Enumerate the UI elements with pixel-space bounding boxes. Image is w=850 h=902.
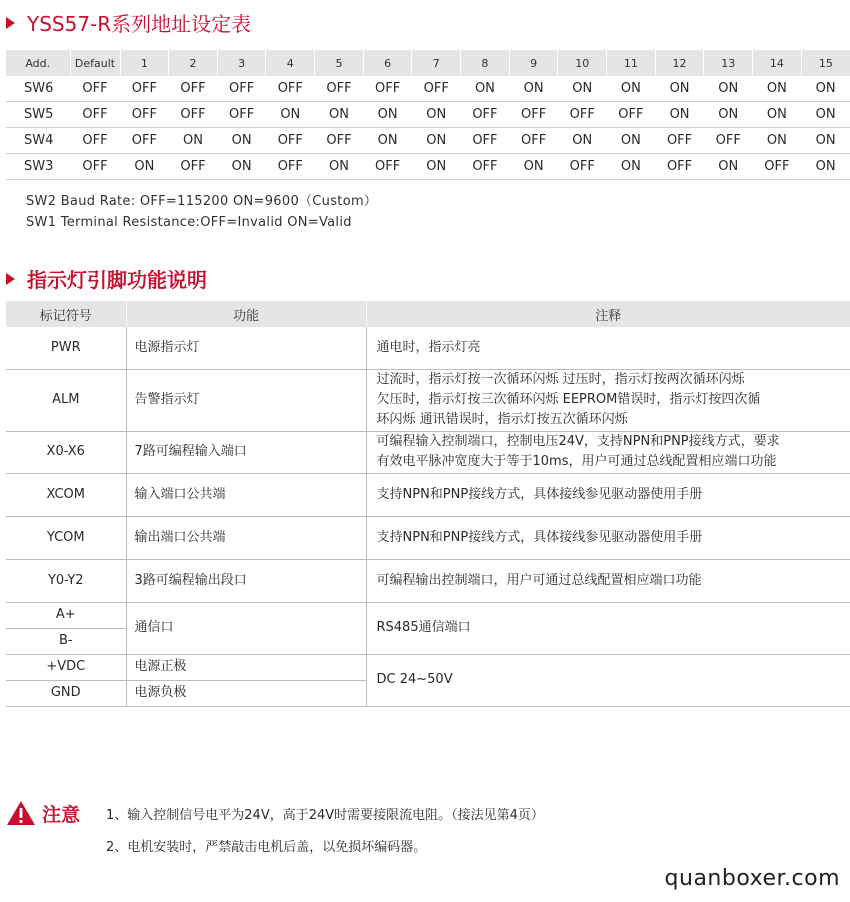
switch-state-cell: ON xyxy=(558,128,607,154)
header-address-3: 3 xyxy=(217,50,266,76)
switch-state-cell: ON xyxy=(801,154,850,180)
section-marker-icon xyxy=(6,273,15,285)
pin-function: 7路可编程输入端口 xyxy=(126,431,366,473)
switch-state-cell: OFF xyxy=(558,154,607,180)
header-address-4: 4 xyxy=(266,50,315,76)
switch-state-cell: OFF xyxy=(607,102,656,128)
pin-symbol: YCOM xyxy=(6,516,126,559)
header-address-13: 13 xyxy=(704,50,753,76)
pin-remarks: 支持NPN和PNP接线方式，具体接线参见驱动器使用手册 xyxy=(366,473,850,516)
pin-function: 输入端口公共端 xyxy=(126,473,366,516)
switch-state-cell: ON xyxy=(509,76,558,102)
switch-state-cell: OFF xyxy=(266,154,315,180)
pin-symbol: Y0-Y2 xyxy=(6,559,126,602)
table-row xyxy=(6,327,850,369)
header-address-8: 8 xyxy=(461,50,510,76)
header-address-5: 5 xyxy=(315,50,364,76)
pin-symbol: X0-X6 xyxy=(6,431,126,473)
switch-state-cell: ON xyxy=(704,154,753,180)
pin-remarks: RS485通信端口 xyxy=(366,602,850,654)
header-address-2: 2 xyxy=(169,50,218,76)
switch-state-cell: ON xyxy=(363,128,412,154)
pin-symbol: A+ xyxy=(6,602,126,628)
pin-symbol: PWR xyxy=(6,327,126,369)
header-address-14: 14 xyxy=(753,50,802,76)
switch-state-cell: ON xyxy=(120,154,169,180)
switch-state-cell: ON xyxy=(655,102,704,128)
switch-label: SW6 xyxy=(6,76,70,102)
table-row xyxy=(6,102,850,128)
switch-state-cell: ON xyxy=(801,102,850,128)
header-address-15: 15 xyxy=(801,50,850,76)
switch-state-cell: ON xyxy=(315,102,364,128)
switch-state-cell: ON xyxy=(363,102,412,128)
switch-state-cell: OFF xyxy=(461,154,510,180)
switch-state-cell: OFF xyxy=(704,128,753,154)
switch-state-cell: ON xyxy=(509,154,558,180)
switch-state-cell: OFF xyxy=(169,76,218,102)
switch-state-cell: ON xyxy=(412,154,461,180)
address-table-title: YSS57-R系列地址设定表 xyxy=(6,8,251,37)
pin-remarks: 过流时，指示灯按一次循环闪烁 过压时，指示灯按两次循环闪烁 欠压时，指示灯按三次循环闪烁 EEPROM错误时，指示灯按四次循 环闪烁 通讯错误时，指示灯按五次循环闪烁 xyxy=(366,369,850,431)
indicator-pin-table xyxy=(6,301,850,707)
pin-symbol: B- xyxy=(6,628,126,654)
switch-label: SW4 xyxy=(6,128,70,154)
switch-state-cell: ON xyxy=(607,128,656,154)
switch-label: SW5 xyxy=(6,102,70,128)
switch-state-cell: ON xyxy=(169,128,218,154)
indicator-table-title: 指示灯引脚功能说明 xyxy=(6,264,207,293)
table-row xyxy=(6,654,850,680)
switch-state-cell: ON xyxy=(753,128,802,154)
warning-triangle-icon xyxy=(6,800,36,826)
table-row xyxy=(6,602,850,628)
switch-state-cell: ON xyxy=(461,76,510,102)
header-remarks: 注释 xyxy=(366,301,850,327)
table-row xyxy=(6,76,850,102)
header-address-1: 1 xyxy=(120,50,169,76)
table-row xyxy=(6,431,850,473)
switch-state-cell: OFF xyxy=(412,76,461,102)
baud-rate-note: SW2 Baud Rate: OFF=115200 ON=9600（Custom） xyxy=(26,194,378,209)
switch-state-cell: ON xyxy=(704,76,753,102)
pin-remarks: 通电时，指示灯亮 xyxy=(366,327,850,369)
header-address-9: 9 xyxy=(509,50,558,76)
pin-remarks: 可编程输出控制端口，用户可通过总线配置相应端口功能 xyxy=(366,559,850,602)
switch-state-cell: ON xyxy=(753,102,802,128)
pin-remarks: DC 24~50V xyxy=(366,654,850,706)
switch-state-cell: OFF xyxy=(70,102,120,128)
pin-function: 告警指示灯 xyxy=(126,369,366,431)
switch-state-cell: OFF xyxy=(461,128,510,154)
pin-function: 电源负极 xyxy=(126,680,366,706)
switch-state-cell: OFF xyxy=(120,102,169,128)
switch-state-cell: OFF xyxy=(217,102,266,128)
switch-state-cell: ON xyxy=(217,128,266,154)
table-row xyxy=(6,128,850,154)
switch-state-cell: ON xyxy=(801,128,850,154)
pin-symbol: GND xyxy=(6,680,126,706)
switch-state-cell: ON xyxy=(412,102,461,128)
switch-state-cell: ON xyxy=(266,102,315,128)
terminal-resistance-note: SW1 Terminal Resistance:OFF=Invalid ON=Valid xyxy=(26,215,352,230)
pin-symbol: +VDC xyxy=(6,654,126,680)
header-address-12: 12 xyxy=(655,50,704,76)
switch-state-cell: OFF xyxy=(315,128,364,154)
switch-state-cell: OFF xyxy=(266,76,315,102)
pin-symbol: XCOM xyxy=(6,473,126,516)
watermark: quanboxer.com xyxy=(664,866,840,891)
switch-state-cell: ON xyxy=(753,76,802,102)
switch-state-cell: OFF xyxy=(753,154,802,180)
address-setting-table xyxy=(6,50,850,180)
header-address-7: 7 xyxy=(412,50,461,76)
caution-label: 注意 xyxy=(42,804,81,826)
switch-state-cell: ON xyxy=(704,102,753,128)
switch-label: SW3 xyxy=(6,154,70,180)
switch-state-cell: ON xyxy=(315,154,364,180)
header-default: Default xyxy=(70,50,120,76)
header-function: 功能 xyxy=(126,301,366,327)
switch-state-cell: OFF xyxy=(558,102,607,128)
switch-state-cell: ON xyxy=(801,76,850,102)
switch-state-cell: OFF xyxy=(70,154,120,180)
switch-state-cell: OFF xyxy=(315,76,364,102)
table-row xyxy=(6,154,850,180)
switch-state-cell: OFF xyxy=(655,154,704,180)
switch-state-cell: OFF xyxy=(509,128,558,154)
indicator-table-header xyxy=(6,301,850,327)
switch-state-cell: ON xyxy=(607,154,656,180)
switch-state-cell: OFF xyxy=(70,128,120,154)
switch-state-cell: OFF xyxy=(169,154,218,180)
pin-symbol: ALM xyxy=(6,369,126,431)
switch-state-cell: OFF xyxy=(70,76,120,102)
table-row xyxy=(6,516,850,559)
switch-state-cell: OFF xyxy=(120,128,169,154)
table-row xyxy=(6,559,850,602)
switch-state-cell: ON xyxy=(607,76,656,102)
table-row xyxy=(6,369,850,431)
caution-item: 2、电机安装时，严禁敲击电机后盖，以免损坏编码器。 xyxy=(106,840,427,855)
switch-state-cell: OFF xyxy=(363,154,412,180)
pin-function: 电源指示灯 xyxy=(126,327,366,369)
header-address: Add. xyxy=(6,50,70,76)
caution-item: 1、输入控制信号电平为24V，高于24V时需要接限流电阻。（接法见第4页） xyxy=(106,808,544,823)
switch-state-cell: OFF xyxy=(169,102,218,128)
switch-state-cell: OFF xyxy=(120,76,169,102)
pin-remarks: 支持NPN和PNP接线方式，具体接线参见驱动器使用手册 xyxy=(366,516,850,559)
table-row xyxy=(6,473,850,516)
pin-remarks: 可编程输入控制端口，控制电压24V，支持NPN和PNP接线方式，要求 有效电平脉冲宽度大于等于10ms，用户可通过总线配置相应端口功能 xyxy=(366,431,850,473)
header-address-10: 10 xyxy=(558,50,607,76)
header-address-6: 6 xyxy=(363,50,412,76)
address-table-body xyxy=(6,76,850,180)
switch-state-cell: ON xyxy=(558,76,607,102)
address-table-header xyxy=(6,50,850,76)
switch-state-cell: ON xyxy=(217,154,266,180)
switch-state-cell: OFF xyxy=(217,76,266,102)
pin-function: 输出端口公共端 xyxy=(126,516,366,559)
switch-state-cell: OFF xyxy=(655,128,704,154)
header-address-11: 11 xyxy=(607,50,656,76)
header-symbol: 标记符号 xyxy=(6,301,126,327)
switch-state-cell: OFF xyxy=(509,102,558,128)
pin-function: 通信口 xyxy=(126,602,366,654)
switch-state-cell: ON xyxy=(655,76,704,102)
switch-state-cell: OFF xyxy=(266,128,315,154)
switch-state-cell: OFF xyxy=(363,76,412,102)
section-marker-icon xyxy=(6,17,15,29)
pin-function: 3路可编程输出段口 xyxy=(126,559,366,602)
switch-state-cell: OFF xyxy=(461,102,510,128)
pin-function: 电源正极 xyxy=(126,654,366,680)
switch-state-cell: ON xyxy=(412,128,461,154)
